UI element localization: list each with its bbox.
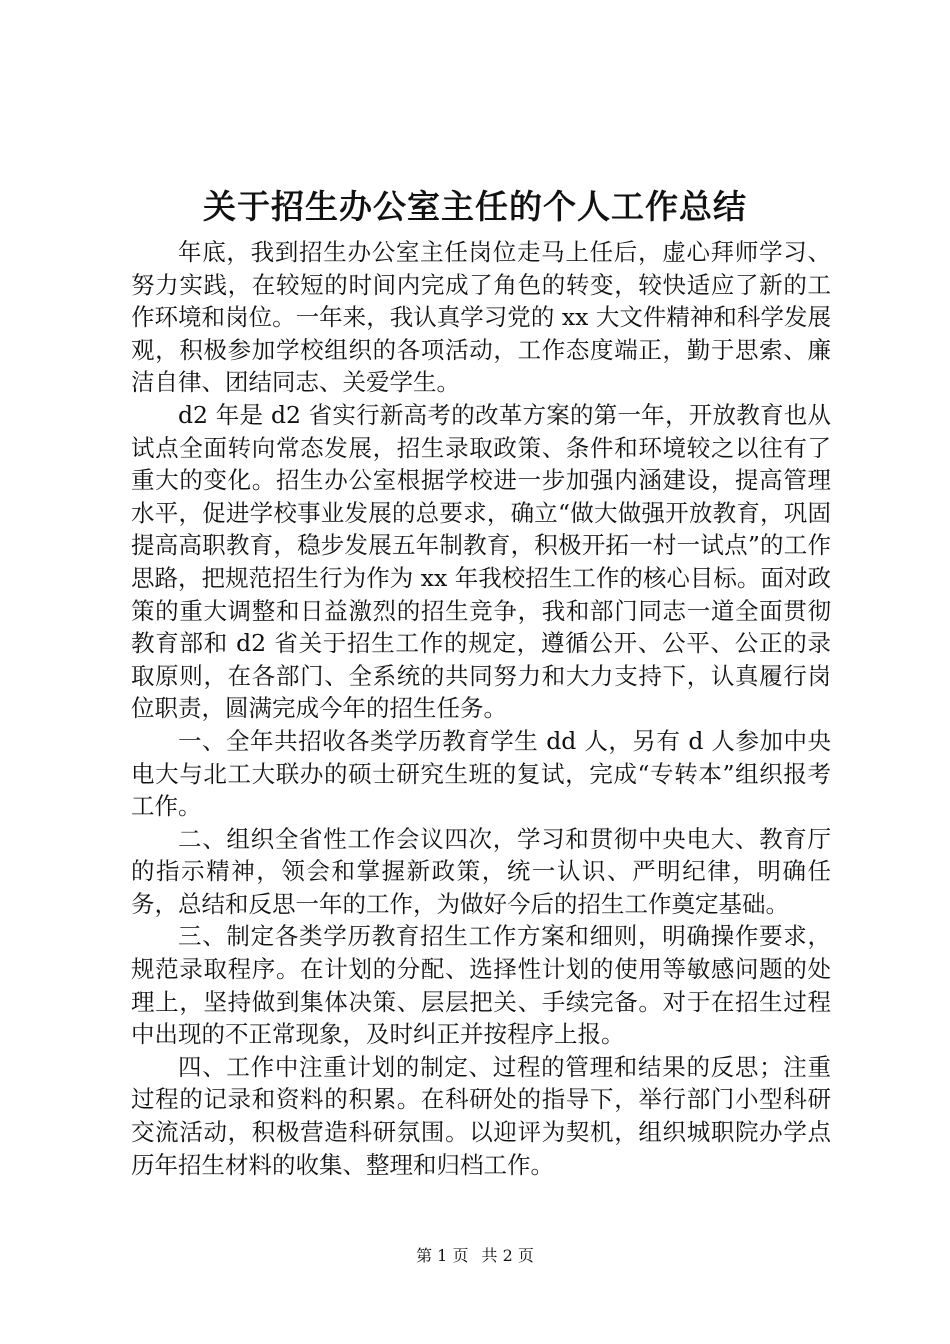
paragraph-overview: d2 年是 d2 省实行新高考的改革方案的第一年，开放教育也从试点全面转向常态发展，招生录取政策、条件和环境较之以往有了重大的变化。招生办公室根据学校进一步加强内涵建设，提高管理水平，促进学校事业发展的总要求，确立“做大做强开放教育，巩固提高高职教育，稳步发展五年制教育，积极开拓一村一试点”的工作思路，把规范招生行为作为 xx 年我校招生工作的核心目标。面对政策的重大调整和日益激烈的招生竞争，我和部门同志一道全面贯彻教育部和 d2 省关于招生工作的规定，遵循公开、公平、公正的录取原则，在各部门、全系统的共同努力和大力支持下，认真履行岗位职责，圆满完成今年的招生任务。 (131, 400, 831, 723)
document-body (131, 236, 831, 1181)
page-total: 共 2 页 (481, 1246, 534, 1265)
paragraph-item-3: 三、制定各类学历教育招生工作方案和细则，明确操作要求，规范录取程序。在计划的分配、选择性计划的使用等敏感问题的处理上，坚持做到集体决策、层层把关、手续完备。对于在招生过程中出现的不正常现象，及时纠正并按程序上报。 (131, 922, 831, 1049)
paragraph-item-2: 二、组织全省性工作会议四次，学习和贯彻中央电大、教育厅的指示精神，领会和掌握新政策，统一认识、严明纪律，明确任务，总结和反思一年的工作，为做好今后的招生工作奠定基础。 (131, 824, 831, 918)
paragraph-item-1: 一、全年共招收各类学历教育学生 dd 人，另有 d 人参加中央电大与北工大联办的硕士研究生班的复试，完成“专转本”组织报考工作。 (131, 726, 831, 821)
paragraph-intro: 年底，我到招生办公室主任岗位走马上任后，虚心拜师学习、努力实践，在较短的时间内完成了角色的转变，较快适应了新的工作环境和岗位。一年来，我认真学习党的 xx 大文件精神和科学发展观，积极参加学校组织的各项活动，工作态度端正，勤于思索、廉洁自律、团结同志、关爱学生。 (131, 238, 831, 397)
document-title: 关于招生办公室主任的个人工作总结 (203, 187, 747, 226)
paragraph-item-4: 四、工作中注重计划的制定、过程的管理和结果的反思；注重过程的记录和资料的积累。在科研处的指导下，举行部门小型科研交流活动，积极营造科研氛围。以迎评为契机，组织城职院办学点历年招生材料的收集、整理和归档工作。 (131, 1052, 831, 1179)
page-number: 第 1 页 (416, 1246, 469, 1265)
page-footer (0, 1245, 950, 1267)
